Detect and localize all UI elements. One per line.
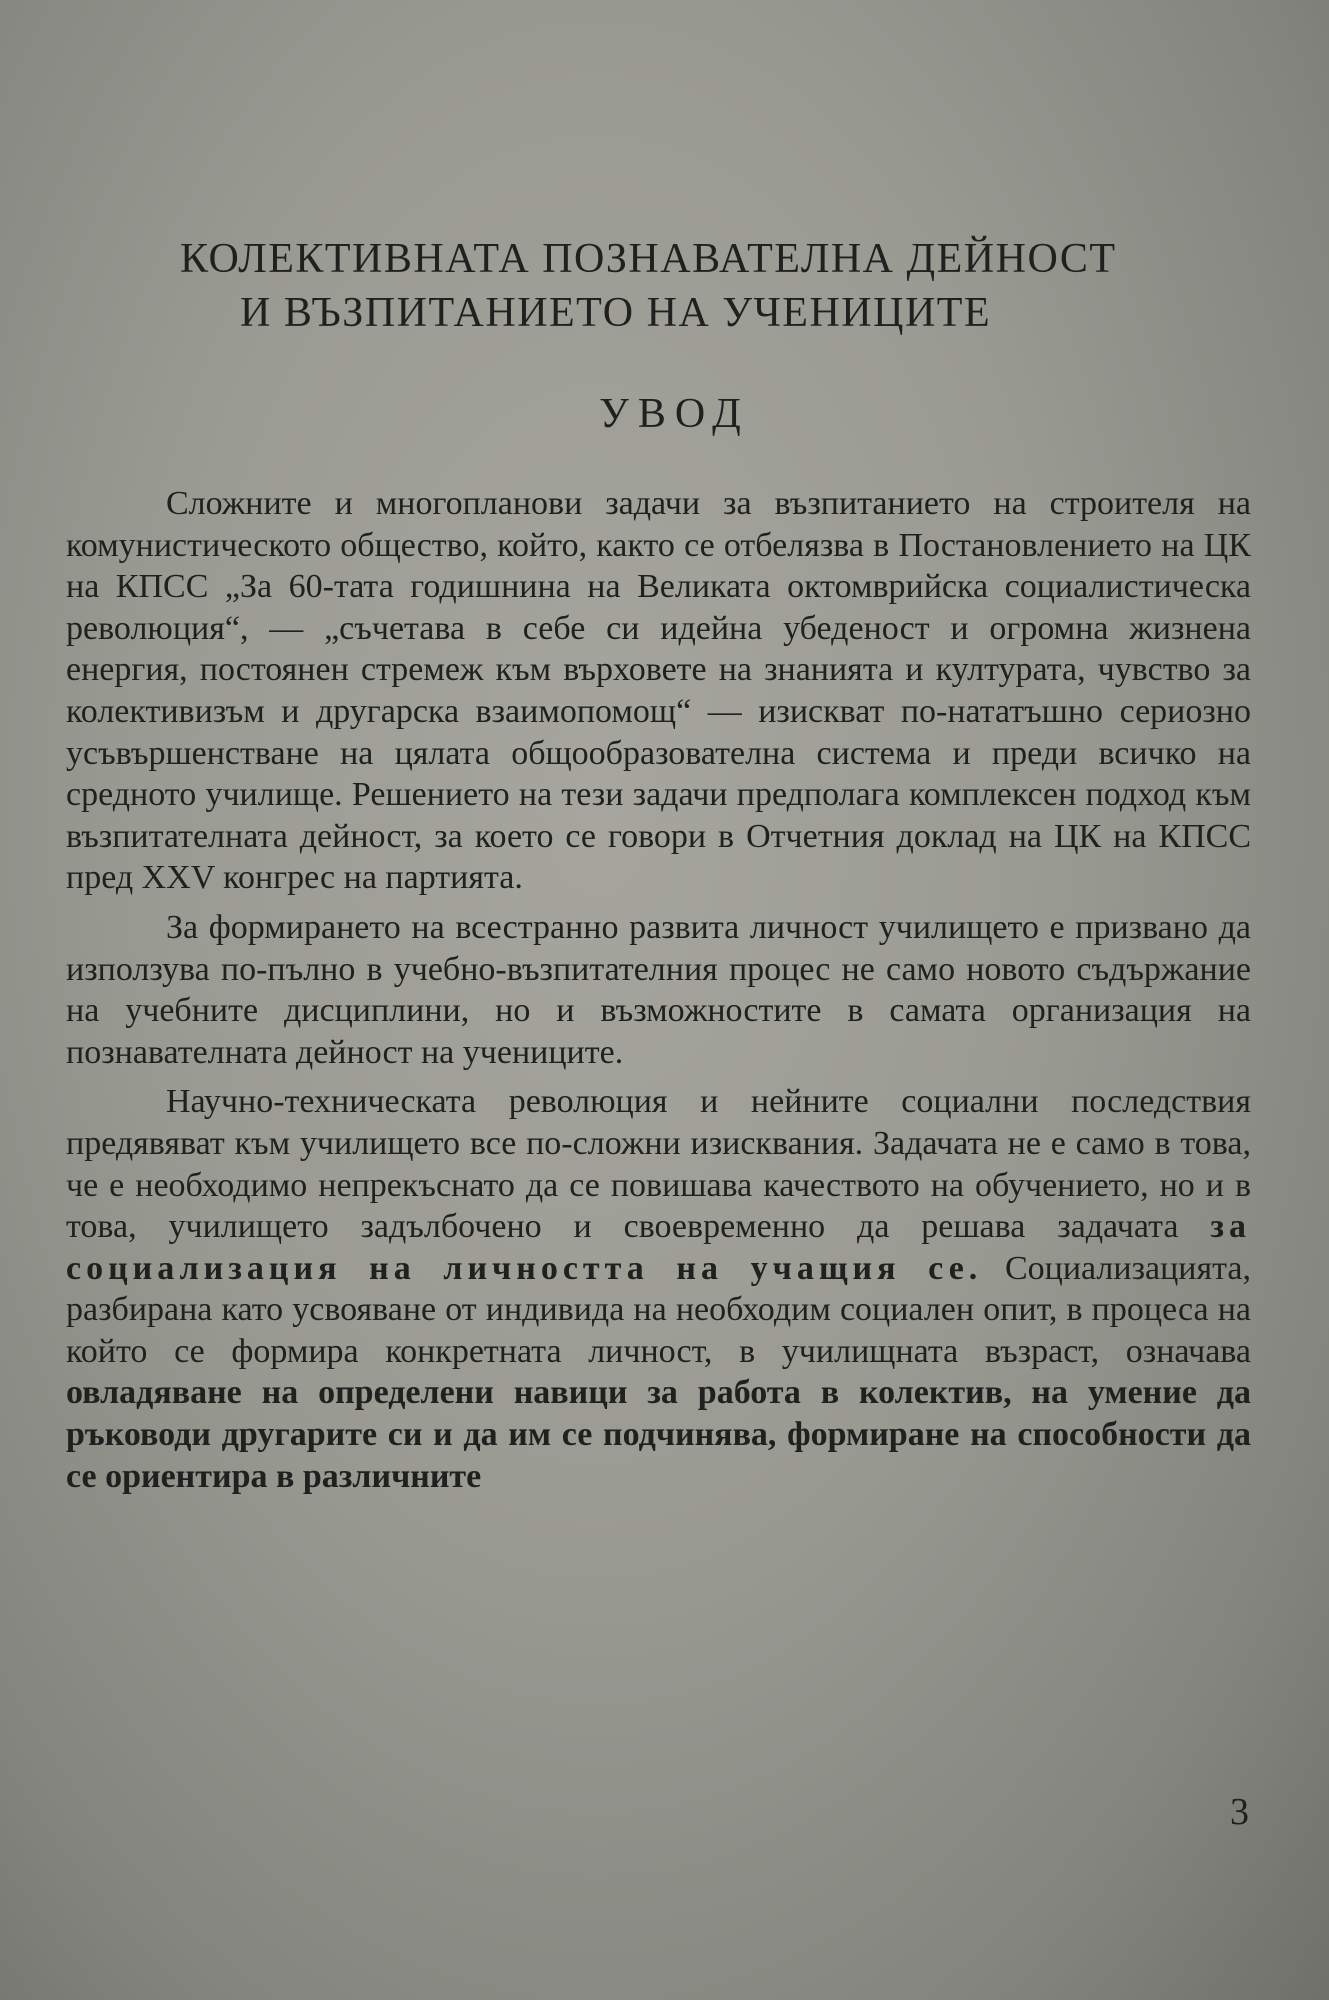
paragraph-3-emphasis-spaced: за социализация на личността на учащия се. (66, 1208, 1251, 1287)
paragraph-3-text-start: Научно-техническата революция и нейните социални последствия предявяват към училището все по-сложни изисквания. Задачата не е само в това, че е необходимо непрекъснато да се повишава качеството на обучението, но и в това, училището задълбочено и своевременно да решава задачата (66, 1083, 1251, 1246)
chapter-title (0, 232, 1329, 340)
section-heading: УВОД (599, 391, 750, 437)
body-text (66, 483, 1251, 1497)
paragraph-3-text-middle: Социализацията, разбирана като усвояване от индивида на необходим социален опит, в процеса на който се формира конкретната личност, в училищната възраст, означава (66, 1249, 1251, 1370)
chapter-title-line-1: КОЛЕКТИВНАТА ПОЗНАВАТЕЛНА ДЕЙНОСТ (180, 236, 1117, 282)
paragraph-3-emphasis-bold: овладяване на определени навици за работа в колектив, на умение да ръководи другарите си и да им се подчинява, формиране на способности да се ориентира в различните (66, 1374, 1251, 1495)
paragraph-2: За формирането на всестранно развита личност училището е призвано да използува по-пълно в учебно-възпитателния процес не само новото съдържание на учебните дисциплини, но и възможностите в самата организация на познавателната дейност на учениците. (66, 908, 1251, 1071)
chapter-title-line-2: И ВЪЗПИТАНИЕТО НА УЧЕНИЦИТЕ (240, 290, 992, 336)
paragraph-1: Сложните и многопланови задачи за възпитанието на строителя на комунистическото общество, който, както се отбелязва в Постановлението на ЦК на КПСС „За 60-тата годишнина на Великата октомврийска социалистическа революция“, — „съчетава в себе си идейна убеденост и огромна жизнена енергия, постоянен стремеж към върховете на знанията и културата, чувство за колективизъм и другарска взаимопомощ“ — изискват по-нататъшно сериозно усъвършенстване на цялата общообразователна система и преди всичко на средното училище. Решението на тези задачи предполага комплексен подход към възпитателната дейност, за което се говори в Отчетния доклад на ЦК на КПСС пред XXV конгрес на партията. (66, 485, 1251, 897)
paragraph-3 (66, 1081, 1251, 1497)
page-number: 3 (1230, 1791, 1249, 1833)
